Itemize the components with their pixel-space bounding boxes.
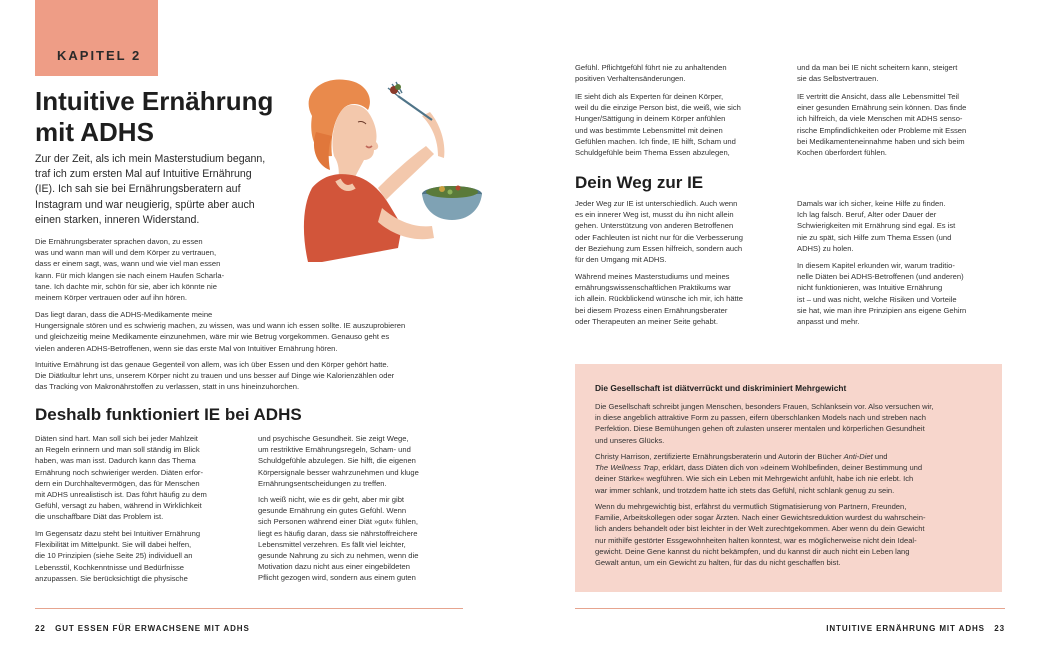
text-line: Flexibilität im Mittelpunkt. Sie will dabei helfen, [35,540,192,550]
paragraph-duty [575,62,787,84]
text-line: Lebensmittel verzehren. Es fällt viel leichter, [258,539,406,549]
text-line: Christy Harrison, zertifizierte Ernährungsberaterin und Autorin der Bücher [595,452,844,461]
text-line: Gefühlen machen. Ich finde, IE hilft, Scham und [575,136,736,146]
text-line: gesunde Ernährung ein gutes Gefühl. Wenn [258,506,407,516]
text-line: und gleichzeitig meine Medikamente einzunehmen, wäre mir wie Betrug vorgekommen. Genauso geht es [35,332,390,342]
text-line: ADHS) zu holen. [797,243,854,253]
text-line: Das liegt daran, dass die ADHS-Medikamente meine [35,310,213,319]
text-line: die 10 Prinzipien (siehe Seite 25) individuell an [35,551,193,561]
text-line: und psychische Gesundheit. Sie zeigt Wege, [258,434,409,443]
text-line: IE sieht dich als Experten für deinen Körper, [575,92,724,101]
text-line: an Regeln erinnern und man soll ständig im Blick [35,445,200,455]
text-line: positiven Verhaltensänderungen. [575,74,686,84]
text-line: und unseres Glücks. [595,435,665,445]
text-line: Ich weiß nicht, wie es dir geht, aber mir gibt [258,495,405,504]
text-line: nur mithilfe gestörter Essgewohnheiten halten konntest, war es möglicherweise nicht dein Ideal- [595,535,917,545]
paragraph-back-then [797,198,1007,254]
heading-why-ie-works: Deshalb funktioniert IE bei ADHS [35,405,302,424]
text-line: Zur der Zeit, als ich mein Masterstudium begann, [35,153,266,165]
callout-paragraph-harrison [595,451,995,496]
callout-box [575,364,1002,592]
text-line: deiner Stärke« wegführen. Wie sich ein Leben mit Mehrgewicht anfühlt, habe ich nie erlebt. Ich [595,474,914,484]
text-line: Die Diätkultur lehrt uns, unserem Körper nicht zu trauen und uns besser auf Dinge wie Kalorienzählen oder [35,371,395,381]
text-line: Schwierigkeiten mit Ernährung sind egal. Es ist [797,221,956,231]
book-title: The Wellness Trap [595,463,659,473]
text-line: Pflicht gezogen wird, sondern aus einem guten [258,573,416,583]
text-line: Während meines Masterstudiums und meines [575,272,730,281]
text-line: nie zu spät, sich Hilfe zum Thema Essen (und [797,232,952,242]
text-line: liegt es häufig daran, dass sie nährstoffreichere [258,528,418,538]
text-line: Familie, Arbeitskollegen oder sogar Ärzten. Nach einer Gewichtsreduktion wurdest du wahrschein- [595,513,926,523]
paragraph-good-feeling [258,494,468,584]
text-line: , erklärt, dass Diäten dich von »deinem Wohlbefinden, deiner Bestimmung und [658,463,923,473]
text-line: traf ich zum ersten Mal auf Intuitive Ernährung [35,168,252,181]
text-line: und was bestimmte Lebensmittel mit deinen [575,125,723,135]
chapter-label: KAPITEL 2 [57,48,142,63]
paragraph-diet-culture [35,359,465,393]
text-line: und da man bei IE nicht scheitern kann, steigert [797,63,958,72]
text-line: für den Umgang mit ADHS. [575,255,667,265]
woman-eating-illustration [282,76,498,262]
text-line: Ernährung noch schwieriger werden. Diäten erfor- [35,467,203,477]
text-line: und [872,452,888,461]
callout-paragraph-stigma [595,501,995,568]
text-line: In diesem Kapitel erkunden wir, warum traditio- [797,261,955,270]
text-line: anpasst und mehr. [797,317,860,327]
text-line: Ich lag falsch. Beruf, Alter oder Dauer der [797,210,937,220]
book-title: Anti-Diet [843,452,873,461]
callout-paragraph-society [595,401,995,446]
paragraph-all-foods [797,91,1007,158]
paragraph-diets-hard [35,433,245,523]
text-line: vielen anderen ADHS-Betroffenen, wenn sie das erste Mal von Intuitiver Ernährung hören. [35,343,338,353]
text-line: Die Gesellschaft schreibt jungen Menschen, besonders Frauen, Schlanksein vor. Also versuchen wir, [595,402,934,411]
text-line: dass er einem sagt, was, wann und wie viel man essen [35,259,221,269]
text-line: gehen. Unterstützung von anderen Betroffenen [575,221,734,231]
text-line: das Tracking von Makronährstoffen zu verlassen, statt in uns hineinzuhorchen. [35,382,300,392]
text-line: einer gesunden Ernährung sein können. Das finde [797,103,967,113]
text-line: Gefühl. Pflichtgefühl führt nie zu anhaltenden [575,63,727,72]
text-line: es ein innerer Weg ist, musst du ihn nicht allein [575,210,734,220]
text-line: oder Fachleuten ist nicht nur für die Verbesserung [575,232,744,242]
text-line: Hungersignale stören und es schwierig machen, zu wissen, was und wann ich essen sollte. IE auszuprobieren [35,321,406,331]
text-line: (IE). Ich sah sie bei Ernährungsberatern auf [35,183,241,196]
text-line: anzupassen. Sie berücksichtigt die physische [35,573,188,583]
text-line: lich anders behandelt oder bist leichter in der Welt zurechtgekommen. Aber wenn du dein Gewicht [595,524,925,534]
paragraph-health [258,433,468,489]
text-line: in diese angeblich attraktive Form zu passen, eifern überschlanken Models nach und streben nach [595,413,926,423]
paragraph-flexibility [35,528,245,584]
footer-divider-left [35,608,463,609]
text-line: oder Therapeuten an meiner Seite gehabt. [575,316,718,326]
text-line: Lebensstil, Kochkenntnisse und Bedürfnisse [35,562,185,572]
paragraph-expert [575,91,787,158]
text-line: dern ein Durchhaltevermögen, das für Menschen [35,478,200,488]
text-line: was und wann man will und dem Körper zu vertrauen, [35,248,217,258]
heading-your-path: Dein Weg zur IE [575,173,704,192]
text-line: Schuldgefühle beim Thema Essen abzulegen, [575,148,730,158]
text-line: Diäten sind hart. Man soll sich bei jeder Mahlzeit [35,434,198,443]
title-line-2: mit ADHS [35,117,154,147]
text-line: ist – und was nicht, welche Risiken und Vorteile [797,294,957,304]
paragraph-every-path [575,198,787,265]
page-title [35,86,295,148]
callout-title: Die Gesellschaft ist diätverrückt und diskriminiert Mehrgewicht [595,383,847,393]
text-line: nicht funktionieren, was Intuitive Ernährung [797,283,943,293]
text-line: gewicht. Deine Gene kannst du nicht bekämpfen, und du kannst dir auch nicht ein Leben lang [595,546,910,556]
text-line: Perfektion. Diese Bemühungen gehen oft zulasten unserer mentalen und körperlichen Gesundheit [595,424,925,434]
text-line: Hunger/Sättigung in deinem Körper anfühlen [575,114,726,124]
text-line: ich allein. Rückblickend wünsche ich mir, ich hätte [575,294,743,304]
running-title-left: GUT ESSEN FÜR ERWACHSENE MIT ADHS [55,624,250,633]
page-number-left: 22 [35,624,46,633]
title-line-1: Intuitive Ernährung [35,86,274,116]
text-line: die unschaffbare Diät das Problem ist. [35,512,164,522]
text-line: Motivation dazu nicht aus einer eingebildeten [258,562,410,572]
text-line: kann. Für mich klangen sie nach einem Haufen Scharla- [35,270,225,280]
text-line: IE vertritt die Ansicht, dass alle Lebensmittel Teil [797,92,959,101]
text-line: der Beziehung zum Essen hilfreich, sondern auch [575,243,743,253]
text-line: Im Gegensatz dazu steht bei Intuitiver Ernährung [35,529,201,538]
text-line: Wenn du mehrgewichtig bist, erfährst du vermutlich Stigmatisierung von Partnern, Freunden, [595,502,907,511]
text-line: Körpersignale besser wahrzunehmen und kluge [258,467,419,477]
intro-paragraph [35,152,267,228]
text-line: sie hat, wie man ihre Prinzipien ans eigene Gehirn [797,305,967,315]
paragraph-consultants [35,236,271,303]
text-line: Jeder Weg zur IE ist unterschiedlich. Auch wenn [575,199,738,208]
text-line: war immer schlank, und trotzdem hatte ich stets das Gefühl, nicht schlank genug zu sein. [595,485,895,495]
text-line: gesunde Nahrung zu sich zu nehmen, wenn die [258,551,419,561]
text-line: Damals war ich sicher, keine Hilfe zu finden. [797,199,946,208]
page-number-right: 23 [994,624,1005,633]
text-line: haben, was man isst. Dadurch kann das Thema [35,456,196,466]
text-line: bei Medikamenteneinnahme haben und sich beim [797,136,965,146]
paragraph-confidence [797,62,1007,84]
text-line: Kochen überfordert fühlen. [797,148,887,158]
text-line: ernährungswissenschaftlichen Praktikums war [575,283,731,293]
chapter-tab [35,0,158,76]
text-line: Gewalt antun, um ein Gewicht zu halten, für das du nicht geschaffen bist. [595,558,841,568]
text-line: Intuitive Ernährung ist das genaue Gegenteil von allem, was ich über Essen und den Körper gehört hatte. [35,360,389,369]
text-line: Instagram und war neugierig, spürte aber auch [35,198,255,211]
text-line: rische Empfindlichkeiten oder Probleme mit Essen [797,125,967,135]
text-line: um restriktive Ernährungsregeln, Scham- und [258,445,411,455]
running-title-right: INTUITIVE ERNÄHRUNG MIT ADHS [826,624,985,633]
text-line: sie das Selbstvertrauen. [797,74,879,84]
text-line: weil du die einzige Person bist, die weiß, wie sich [575,103,741,113]
text-line: Die Ernährungsberater sprachen davon, zu essen [35,237,203,246]
text-line: mit ADHS unrealistisch ist. Das führt häufig zu dem [35,490,207,500]
paragraph-this-chapter [797,260,1007,327]
text-line: tane. Ich dachte mir, schön für sie, aber ich könnte nie [35,281,217,291]
text-line: sich Personen während einer Diät »gut« fühlen, [258,517,418,527]
text-line: Schuldgefühle abzulegen. Sie hilft, die eigenen [258,456,416,466]
paragraph-medication [35,309,465,354]
text-line: meinem Körper vertrauen oder auf ihn hören. [35,293,187,303]
text-line: nelle Diäten bei ADHS-Betroffenen (und anderen) [797,272,964,282]
paragraph-masters [575,271,787,327]
footer-divider-right [575,608,1005,609]
footer-left [35,624,250,633]
text-line: einen starken, inneren Widerstand. [35,213,200,226]
text-line: Ernährungsentscheidungen zu treffen. [258,478,387,488]
footer-right [826,624,1005,633]
text-line: ich hilfreich, da viele Menschen mit ADHS senso- [797,114,963,124]
text-line: Gefühl, versagt zu haben, während in Wirklichkeit [35,501,202,511]
text-line: bei diesem Prozess einen Ernährungsberater [575,305,728,315]
